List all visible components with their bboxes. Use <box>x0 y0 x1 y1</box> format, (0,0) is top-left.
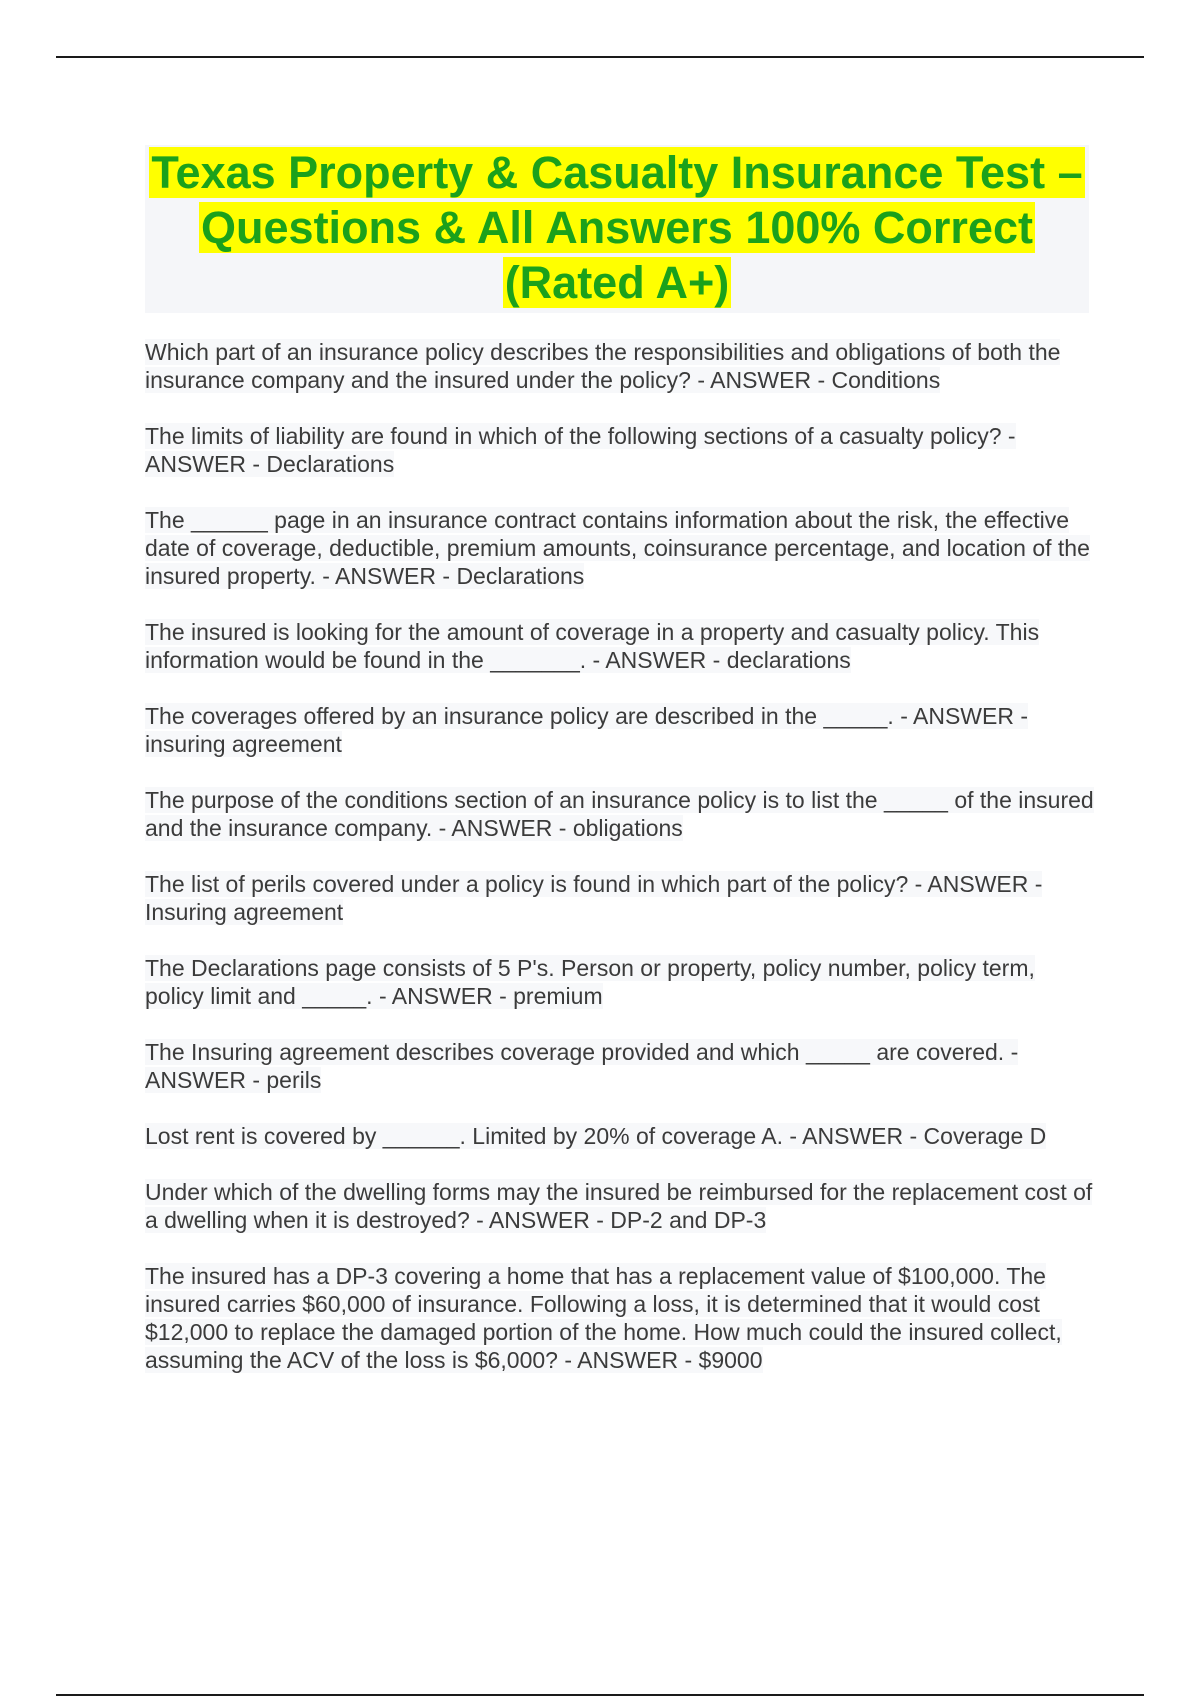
question-item <box>145 702 1095 758</box>
document-title-text: Texas Property & Casualty Insurance Test – Questions & All Answers 100% Correct (Rated A+) <box>151 147 1083 308</box>
question-item <box>145 1262 1095 1374</box>
question-item <box>145 1122 1095 1150</box>
question-text: The coverages offered by an insurance policy are described in the _____. - ANSWER - insuring agreement <box>145 703 1028 757</box>
question-item <box>145 870 1095 926</box>
question-item <box>145 618 1095 674</box>
question-text: The list of perils covered under a policy is found in which part of the policy? - ANSWER - Insuring agreement <box>145 871 1043 925</box>
question-list <box>145 338 1095 1402</box>
question-text: The purpose of the conditions section of an insurance policy is to list the _____ of the insured and the insurance company. - ANSWER - obligations <box>145 787 1094 841</box>
question-item <box>145 506 1095 590</box>
top-rule <box>56 56 1144 58</box>
question-text: Under which of the dwelling forms may the insured be reimbursed for the replacement cost of a dwelling when it is destroyed? - ANSWER - DP-2 and DP-3 <box>145 1179 1093 1233</box>
question-text: The limits of liability are found in which of the following sections of a casualty policy? - ANSWER - Declarations <box>145 423 1016 477</box>
question-item <box>145 786 1095 842</box>
question-item <box>145 1178 1095 1234</box>
bottom-rule <box>56 1694 1144 1696</box>
question-item <box>145 422 1095 478</box>
question-text: The Declarations page consists of 5 P's. Person or property, policy number, policy term, policy limit and _____. - ANSWER - premium <box>145 955 1035 1009</box>
question-text: The insured is looking for the amount of coverage in a property and casualty policy. This information would be found in the _______. - ANSWER - declarations <box>145 619 1040 673</box>
title-box <box>145 145 1089 313</box>
question-text: The ______ page in an insurance contract contains information about the risk, the effective date of coverage, deductible, premium amounts, coinsurance percentage, and location of the insured property. - ANSWER - Declarations <box>145 507 1090 589</box>
question-item <box>145 338 1095 394</box>
question-text: The Insuring agreement describes coverage provided and which _____ are covered. - ANSWER - perils <box>145 1039 1019 1093</box>
question-text: Lost rent is covered by ______. Limited by 20% of coverage A. - ANSWER - Coverage D <box>145 1123 1047 1149</box>
document-title <box>145 145 1089 310</box>
question-text: The insured has a DP-3 covering a home that has a replacement value of $100,000. The insured carries $60,000 of insurance. Following a loss, it is determined that it would cost $12,000 to replace the damaged portion of the home. How much could the insured collect, assuming the ACV of the loss is $6,000? - ANSWER - $9000 <box>145 1263 1062 1373</box>
question-item <box>145 1038 1095 1094</box>
question-item <box>145 954 1095 1010</box>
question-text: Which part of an insurance policy describes the responsibilities and obligations of both the insurance company and the insured under the policy? - ANSWER - Conditions <box>145 339 1061 393</box>
